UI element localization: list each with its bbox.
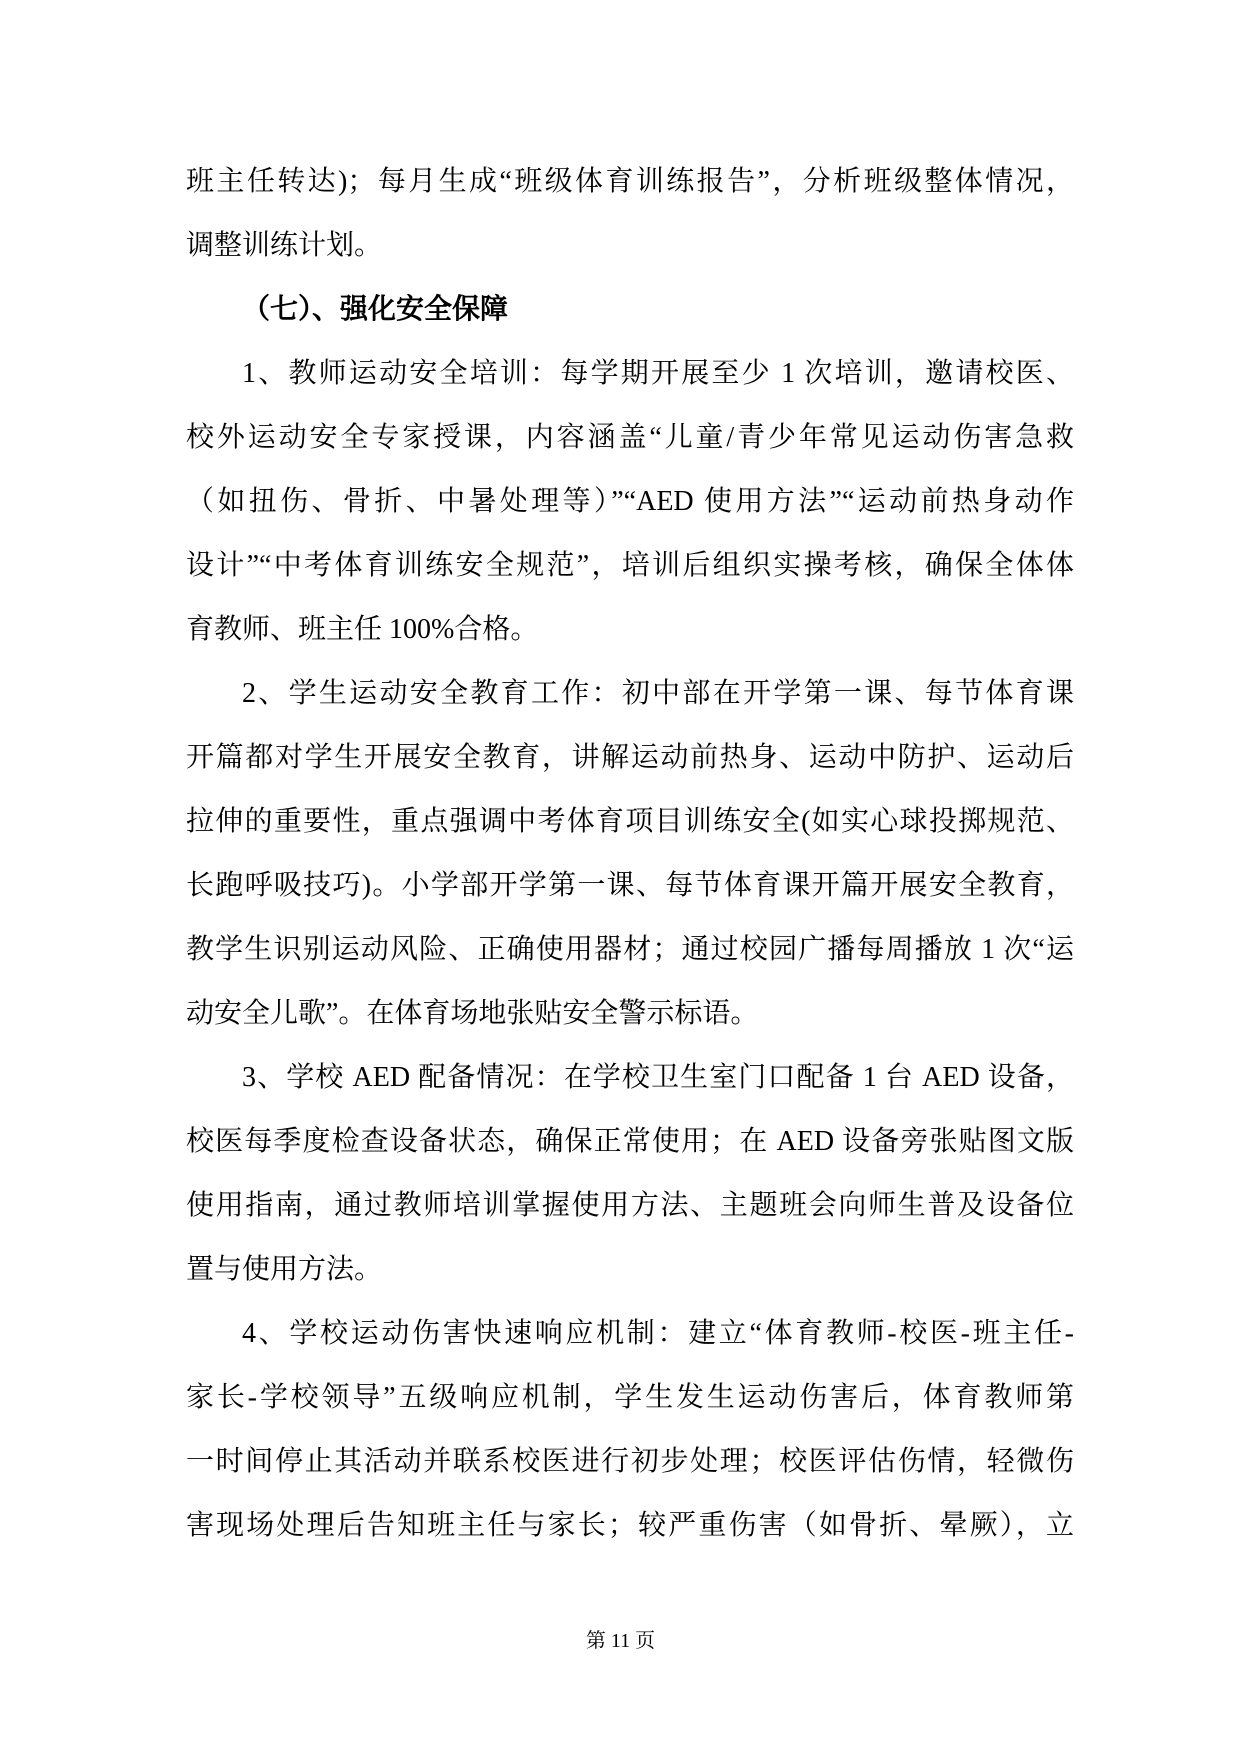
text-line: 长跑呼吸技巧)。小学部开学第一课、每节体育课开篇开展安全教育， [186,870,1074,901]
paragraph-3 [186,1046,1074,1302]
paragraph-4 [186,1302,1074,1558]
text-line: 教学生识别运动风险、正确使用器材；通过校园广播每周播放 1 次“运 [186,934,1074,965]
paragraph-1 [186,342,1074,662]
text-line: 校医每季度检查设备状态，确保正常使用；在 AED 设备旁张贴图文版 [186,1126,1074,1157]
text-line: 校外运动安全专家授课，内容涵盖“儿童/青少年常见运动伤害急救 [186,422,1074,453]
section-heading: （七）、强化安全保障 [242,294,509,325]
paragraph-continued [186,150,1074,278]
page-number-label: 第 11 页 [585,1630,656,1652]
text-line: 1、教师运动安全培训：每学期开展至少 1 次培训，邀请校医、 [242,358,1074,389]
text-line: 4、学校运动伤害快速响应机制：建立“体育教师-校医-班主任- [242,1318,1074,1349]
text-line: （如扭伤、骨折、中暑处理等）”“AED 使用方法”“运动前热身动作 [186,486,1074,517]
text-line: 拉伸的重要性，重点强调中考体育项目训练安全(如实心球投掷规范、 [186,806,1074,837]
text-line: 3、学校 AED 配备情况：在学校卫生室门口配备 1 台 AED 设备， [242,1062,1074,1093]
text-line: 动安全儿歌”。在体育场地张贴安全警示标语。 [186,998,759,1029]
document-body [186,150,1074,1558]
text-line: 2、学生运动安全教育工作：初中部在开学第一课、每节体育课 [242,678,1074,709]
text-line: 开篇都对学生开展安全教育，讲解运动前热身、运动中防护、运动后 [186,742,1074,773]
paragraph-2 [186,662,1074,1046]
text-line: 使用指南，通过教师培训掌握使用方法、主题班会向师生普及设备位 [186,1190,1074,1221]
text-line: 设计”“中考体育训练安全规范”，培训后组织实操考核，确保全体体 [186,550,1074,581]
text-line: 班主任转达)；每月生成“班级体育训练报告”，分析班级整体情况， [186,166,1074,197]
text-line: 一时间停止其活动并联系校医进行初步处理；校医评估伤情，轻微伤 [186,1446,1074,1477]
text-line: 置与使用方法。 [186,1254,383,1285]
text-line: 害现场处理后告知班主任与家长；较严重伤害（如骨折、晕厥），立 [186,1510,1074,1541]
text-line: 家长-学校领导”五级响应机制，学生发生运动伤害后，体育教师第 [186,1382,1074,1413]
text-line: 调整训练计划。 [186,230,383,261]
text-line: 育教师、班主任 100%合格。 [186,614,539,645]
page-footer [0,1627,1241,1655]
